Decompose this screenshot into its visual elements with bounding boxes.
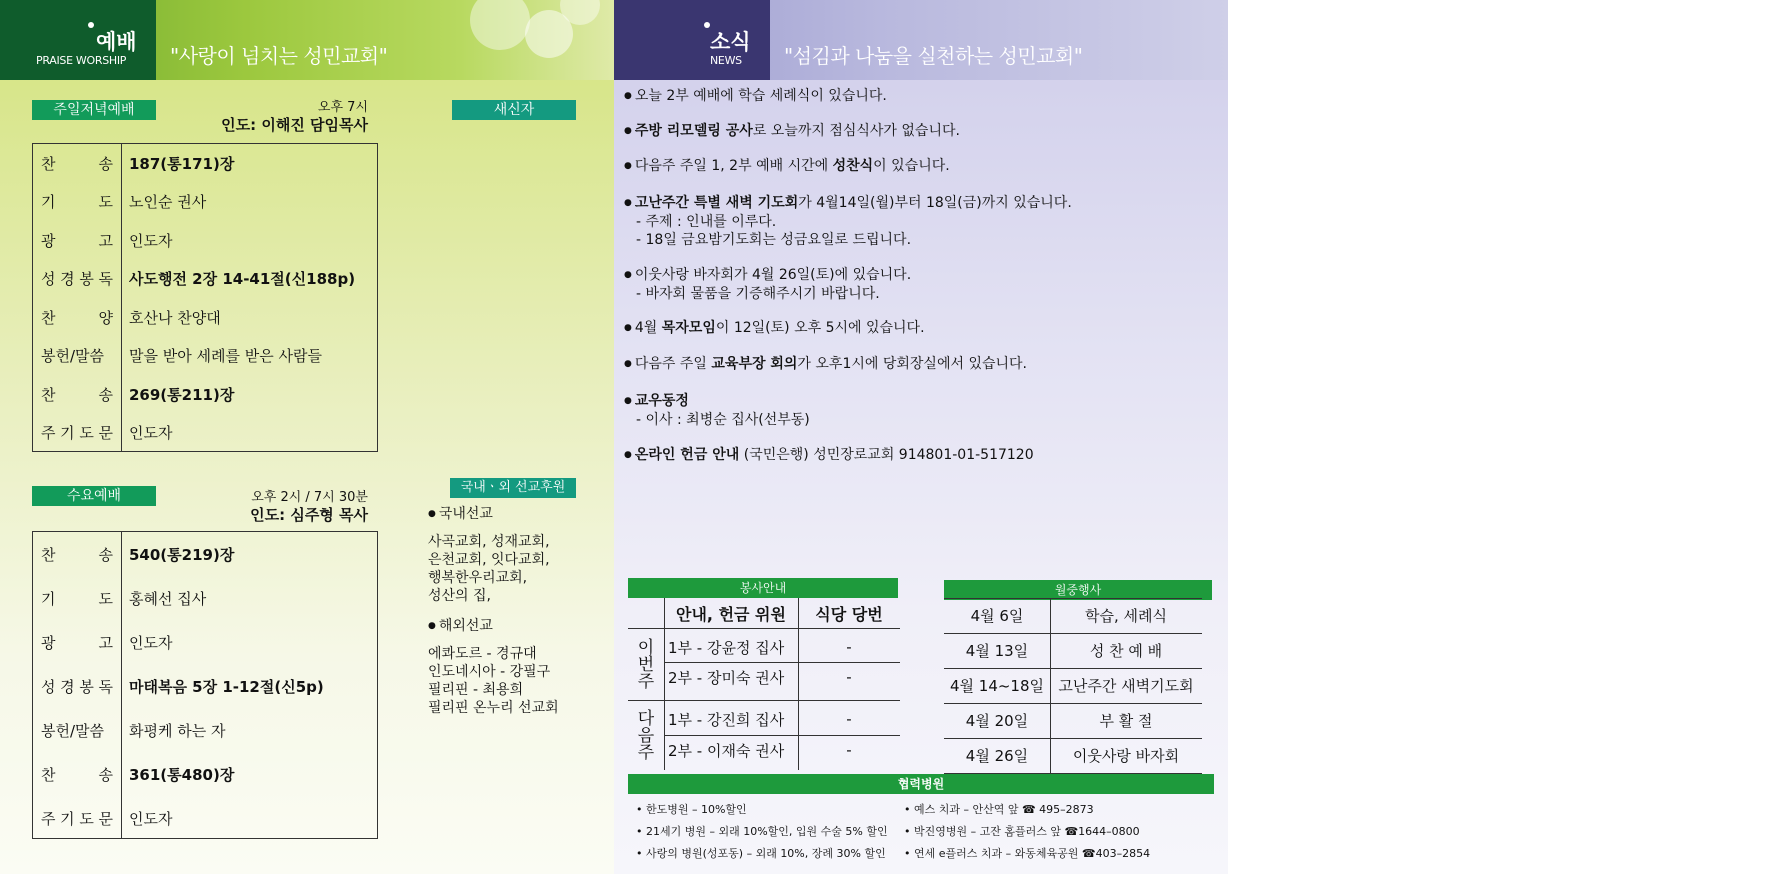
order-label: [33, 544, 121, 565]
service-kitchen: -: [846, 668, 852, 686]
order-label-char: 고: [98, 231, 113, 250]
order-label-char: 봉: [79, 270, 94, 289]
next-week-label: [628, 702, 664, 770]
news-text: [624, 195, 1072, 211]
coop-item: • 21세기 병원 – 외래 10%할인, 입원 수술 5% 할인: [636, 825, 888, 838]
news-item: [624, 121, 960, 141]
order-label-char: 주: [41, 809, 56, 828]
wednesday-order: [32, 531, 378, 839]
order-row: [33, 532, 377, 576]
order-row: [33, 620, 377, 664]
order-row: [33, 664, 377, 708]
logo-title: 예배: [96, 30, 137, 54]
news-text-part: 다음주 주일 1, 2부 예배 시간에: [634, 158, 833, 174]
news-item: [624, 86, 887, 106]
service-kitchen: -: [846, 741, 852, 759]
order-label-char: 찬: [41, 308, 56, 327]
sunday-evening-order: [32, 143, 378, 452]
order-value: 홍혜선 집사: [129, 589, 207, 608]
coop-list-right: [904, 799, 1150, 865]
news-text-part: (국민은행) 성민장로교회 914801-01-517120: [739, 447, 1034, 463]
event-date: 4월 13일: [965, 642, 1029, 660]
event-date: 4월 20일: [965, 712, 1029, 730]
order-label: [33, 230, 121, 251]
domestic-mission-item: 성산의 집,: [428, 588, 491, 604]
order-row: [33, 298, 377, 337]
news-text: [624, 447, 1034, 463]
order-label-char: 기: [41, 589, 56, 608]
overseas-mission-item: 인도네시아 - 강필구: [428, 664, 551, 680]
overseas-mission-item: 에콰도르 - 경규대: [428, 646, 537, 662]
service-usher: 1부 - 강진희 집사: [668, 710, 785, 729]
order-label: [33, 422, 121, 443]
order-label-text: 봉헌/말씀: [41, 347, 105, 366]
week-label-char: 주: [637, 742, 655, 763]
order-row: [33, 260, 377, 299]
news-text-part: 로 오늘까지 점심식사가 없습니다.: [752, 123, 960, 139]
order-value: 187(통171)장: [129, 154, 235, 173]
order-row: [33, 375, 377, 414]
news-text-part: 다음주 주일: [634, 356, 712, 372]
domestic-mission-item: 은천교회, 잇다교회,: [428, 552, 550, 568]
service-kitchen: -: [846, 710, 852, 728]
wednesday-tag: 수요예배: [32, 486, 156, 506]
news-highlight: 교육부장 회의: [711, 356, 798, 372]
service-kitchen: -: [846, 638, 852, 656]
order-row: [33, 752, 377, 796]
event-name: 성 찬 예 배: [1089, 642, 1163, 660]
order-label-char: 송: [98, 154, 113, 173]
overseas-mission-list: [428, 645, 608, 717]
order-label-char: 도: [79, 424, 94, 443]
order-label-char: 양: [98, 308, 113, 327]
order-label-char: 광: [41, 231, 56, 250]
order-value: 인도자: [129, 633, 173, 652]
news-text: [624, 356, 1027, 372]
order-row: [33, 796, 377, 840]
service-usher: 1부 - 강윤정 집사: [668, 638, 785, 657]
service-col-usher: 안내, 헌금 위원: [676, 604, 786, 624]
news-item: [624, 265, 911, 303]
news-text-part: 이 있습니다.: [873, 158, 950, 174]
dot-icon: [88, 22, 94, 28]
week-label-char: 번: [637, 654, 655, 675]
coop-item: • 한도병원 – 10%할인: [636, 803, 747, 816]
order-label-char: 경: [60, 270, 75, 289]
news-text: [624, 88, 887, 104]
sunday-evening-tag: 주일저녁예배: [32, 100, 156, 120]
week-label-char: 주: [637, 671, 655, 692]
news-text: [624, 123, 960, 139]
order-value: 인도자: [129, 424, 173, 443]
flower-decoration: [470, 0, 530, 50]
bird-icon: ✈: [1760, 10, 1792, 54]
order-row: [33, 414, 377, 453]
news-item: [624, 445, 1034, 465]
coop-item: • 연세 e플러스 치과 – 와동체육공원 ☎403–2854: [904, 847, 1151, 860]
news-item: [624, 354, 1027, 374]
order-value: 269(통211)장: [129, 385, 235, 404]
order-label-char: 광: [41, 633, 56, 652]
coop-hospital-title: 협력병원: [628, 774, 1214, 794]
wednesday-time: 오후 2시 / 7시 30분: [251, 490, 368, 505]
order-label-char: 봉: [79, 677, 94, 696]
order-label: [33, 676, 121, 697]
news-highlight: 온라인 헌금 안내: [634, 447, 740, 463]
order-label-char: 기: [41, 193, 56, 212]
order-value: 인도자: [129, 809, 173, 828]
news-text-part: 이 12일(토) 오후 5시에 있습니다.: [715, 320, 925, 336]
event-date: 4월 26일: [965, 747, 1029, 765]
order-label-char: 성: [41, 677, 56, 696]
coop-list-left: [636, 799, 888, 865]
sunday-evening-leader: 인도: 이해진 담임목사: [221, 116, 368, 134]
order-value: 말을 받아 세례를 받은 사람들: [129, 347, 322, 366]
week-label-char: 음: [637, 725, 655, 746]
order-label-char: 도: [98, 193, 113, 212]
order-label-char: 찬: [41, 545, 56, 564]
order-row: [33, 183, 377, 222]
week-label-char: 이: [637, 637, 655, 658]
week-label-char: 다: [637, 708, 655, 729]
order-label-text: 봉헌/말씀: [41, 721, 105, 740]
order-row: [33, 576, 377, 620]
service-usher: 2부 - 이재숙 권사: [668, 741, 785, 760]
order-label-char: 찬: [41, 765, 56, 784]
order-label-char: 도: [98, 589, 113, 608]
news-highlight: 교우동정: [634, 393, 689, 409]
service-title: 봉사안내: [628, 578, 898, 598]
news-text-part: 이웃사랑 바자회가 4월 26일(토)에 있습니다.: [634, 267, 912, 283]
news-logo: [614, 0, 770, 80]
order-label-char: 기: [60, 424, 75, 443]
news-text: [624, 267, 911, 283]
logo-subtitle: PRAISE WORSHIP: [36, 54, 127, 67]
order-value: 인도자: [129, 231, 173, 250]
newcomer-tag: 새신자: [452, 100, 576, 120]
event-date: 4월 6일: [970, 607, 1024, 625]
logo-subtitle: NEWS: [710, 54, 742, 67]
wednesday-leader: 인도: 심주형 목사: [250, 506, 368, 524]
order-label: [33, 764, 121, 785]
news-text-part: 오늘 2부 예배에 학습 세례식이 있습니다.: [634, 88, 887, 104]
order-label: [33, 268, 121, 289]
praise-worship-logo: [0, 0, 156, 80]
domestic-mission-item: 행복한우리교회,: [428, 570, 528, 586]
order-row: [33, 144, 377, 183]
logo-title: 소식: [710, 30, 751, 54]
order-label: [33, 153, 121, 174]
order-label: [33, 191, 121, 212]
order-label-char: 송: [98, 385, 113, 404]
worship-motto: "사랑이 넘치는 성민교회": [170, 44, 388, 68]
news-highlight: 목자모임: [661, 320, 716, 336]
order-label: [33, 384, 121, 405]
event-name: 이웃사랑 바자회: [1072, 747, 1180, 765]
overseas-mission-item: 필리핀 - 최용희: [428, 682, 524, 698]
sunday-evening-time: 오후 7시: [317, 100, 368, 115]
this-week-label: [628, 630, 664, 700]
coop-item: • 박진영병원 – 고잔 홈플러스 앞 ☎1644–0800: [904, 825, 1140, 838]
order-label: [33, 345, 121, 366]
news-subitem: - 18일 금요밤기도회는 성금요일로 드립니다.: [636, 232, 912, 248]
table-line: [628, 628, 900, 629]
domestic-mission-list: [428, 533, 608, 605]
news-item: [624, 156, 950, 176]
order-row: [33, 337, 377, 376]
order-row: [33, 708, 377, 752]
order-label-char: 찬: [41, 154, 56, 173]
event-name: 고난주간 새벽기도회: [1058, 677, 1194, 695]
event-name: 부 활 절: [1099, 712, 1153, 730]
order-label-char: 도: [79, 809, 94, 828]
order-label-char: 성: [41, 270, 56, 289]
news-highlight: 주방 리모델링 공사: [634, 123, 753, 139]
news-item: [624, 318, 925, 338]
order-label-char: 문: [98, 809, 113, 828]
news-subitem: - 이사 : 최병순 집사(선부동): [636, 412, 810, 428]
order-label-char: 송: [98, 765, 113, 784]
event-name: 학습, 세례식: [1085, 607, 1167, 625]
news-text-part: 가 오후1시에 당회장실에서 있습니다.: [797, 356, 1027, 372]
news-text: [624, 393, 689, 409]
news-text-part: 4월: [634, 320, 662, 336]
order-label: [33, 588, 121, 609]
news-text: [624, 320, 925, 336]
domestic-mission-item: 사곡교회, 성재교회,: [428, 534, 550, 550]
service-col-kitchen: 식당 당번: [815, 604, 883, 624]
table-line: [628, 700, 900, 701]
news-item: [624, 193, 1072, 249]
news-motto: "섬김과 나눔을 실천하는 성민교회": [784, 44, 1083, 68]
mission-tag: 국내ㆍ외 선교후원: [450, 478, 576, 498]
news-subitem: - 주제 : 인내를 이루다.: [636, 214, 777, 230]
order-label-char: 찬: [41, 385, 56, 404]
news-highlight: 고난주간 특별 새벽 기도회: [634, 195, 799, 211]
event-date: 4월 14~18일: [949, 677, 1045, 695]
order-label: [33, 720, 121, 741]
order-label-char: 주: [41, 424, 56, 443]
coop-item: • 사랑의 병원(성포동) – 외래 10%, 장례 30% 할인: [636, 847, 886, 860]
mission-support: [428, 505, 608, 717]
order-label-char: 고: [98, 633, 113, 652]
order-label-char: 독: [98, 677, 113, 696]
order-value: 호산나 찬양대: [129, 308, 221, 327]
order-value: 마태복음 5장 1-12절(신5p): [129, 677, 324, 696]
service-usher: 2부 - 장미숙 권사: [668, 668, 785, 687]
order-label-char: 독: [98, 270, 113, 289]
order-label: [33, 307, 121, 328]
order-label-char: 기: [60, 809, 75, 828]
events-title: 월중행사: [944, 580, 1212, 600]
order-label-char: 문: [98, 424, 113, 443]
order-label-char: 경: [60, 677, 75, 696]
order-label: [33, 808, 121, 829]
order-value: 화평케 하는 자: [129, 721, 226, 740]
news-item: [624, 391, 810, 429]
order-value: 361(통480)장: [129, 765, 235, 784]
news-text: [624, 158, 950, 174]
news-text-part: 가 4월14일(월)부터 18일(금)까지 있습니다.: [798, 195, 1072, 211]
order-label-char: 송: [98, 545, 113, 564]
overseas-mission-title: ● 해외선교: [428, 617, 608, 635]
news-subitem: - 바자회 물품을 기증해주시기 바랍니다.: [636, 286, 880, 302]
news-highlight: 성찬식: [832, 158, 874, 174]
order-row: [33, 221, 377, 260]
domestic-mission-title: ● 국내선교: [428, 505, 608, 523]
order-label: [33, 632, 121, 653]
overseas-mission-item: 필리핀 온누리 선교회: [428, 700, 559, 716]
order-value: 사도행전 2장 14-41절(신188p): [129, 270, 356, 289]
coop-item: • 예스 치과 – 안산역 앞 ☎ 495–2873: [904, 803, 1094, 816]
order-value: 540(통219)장: [129, 545, 235, 564]
order-value: 노인순 권사: [129, 193, 207, 212]
